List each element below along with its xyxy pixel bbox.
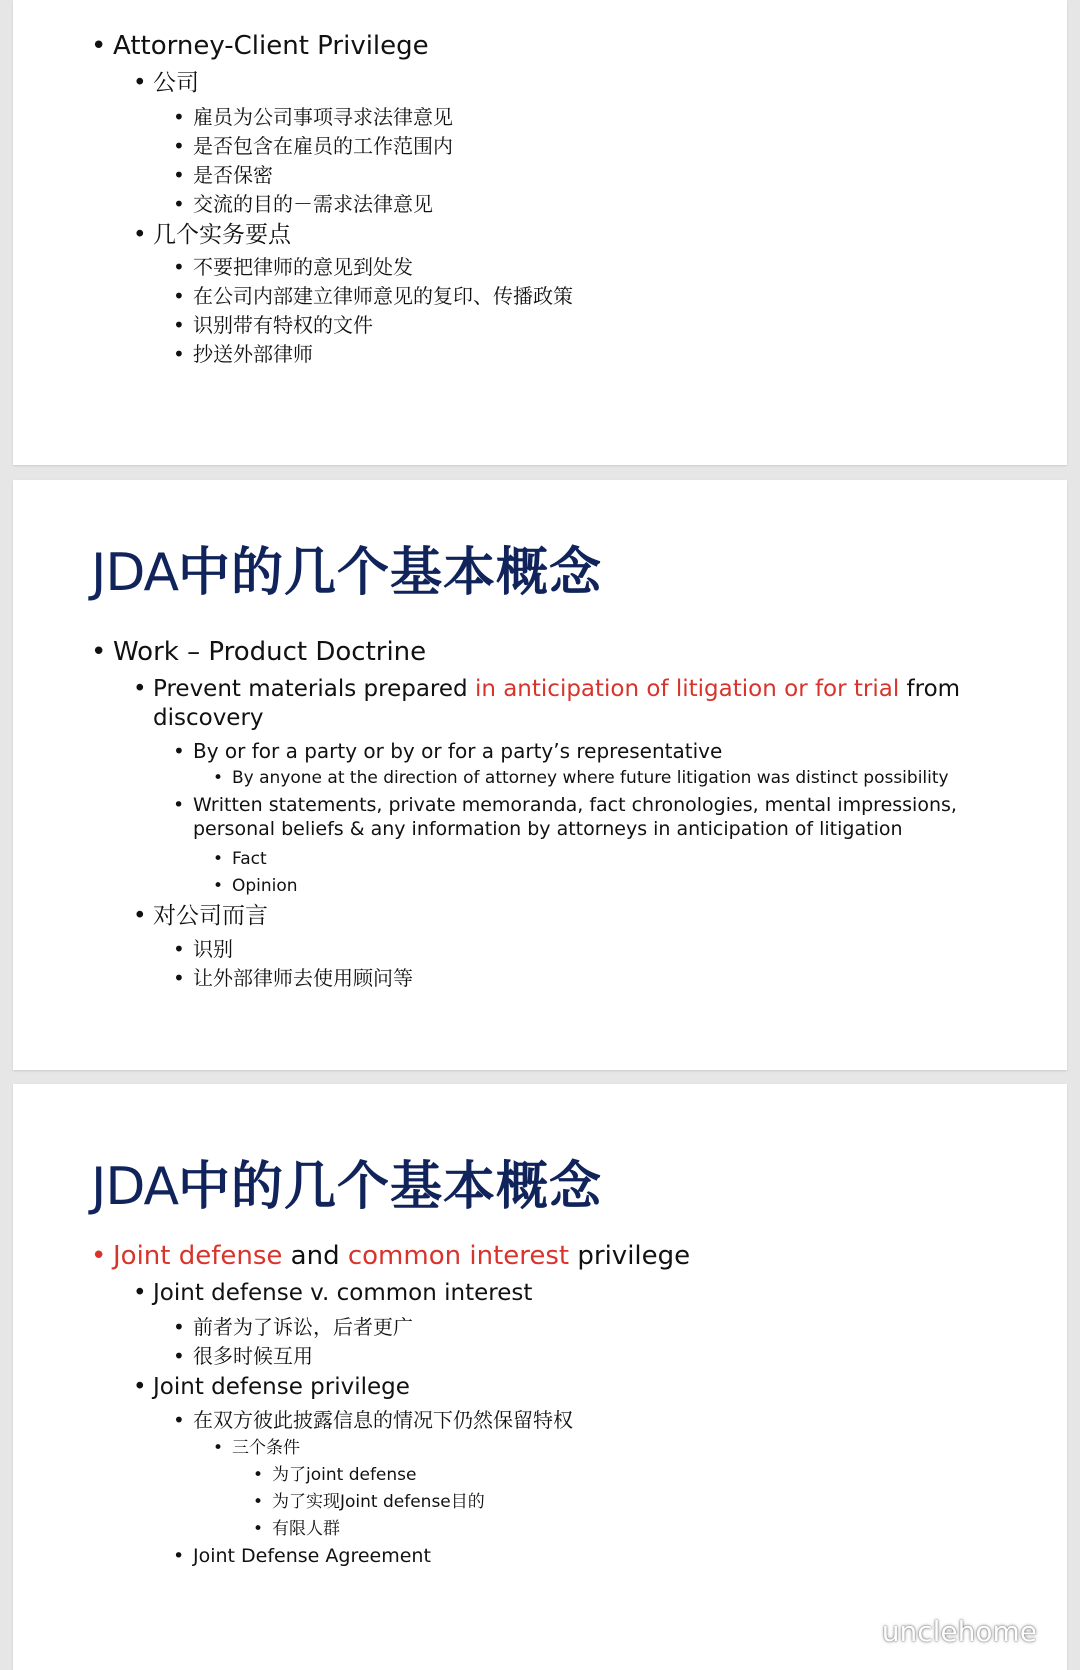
bullet-item: • By anyone at the direction of attorney where future litigation was distinct possibility <box>213 768 949 788</box>
slide-title: JDA中的几个基本概念 <box>91 1157 603 1217</box>
bullet-item: • Fact <box>213 849 267 869</box>
bullet-joint-defense-privilege: • Joint defense privilege <box>133 1374 410 1400</box>
bullet-item: • 让外部律师去使用顾问等 <box>173 966 413 990</box>
bullet-item: • 为了实现Joint defense目的 <box>253 1492 485 1512</box>
bullet-practical-points: • 几个实务要点 <box>133 222 291 248</box>
bullet-joint-v-common: • Joint defense v. common interest <box>133 1280 533 1306</box>
bullet-item: • 三个条件 <box>213 1438 300 1458</box>
bullet-item: • 为了joint defense <box>253 1465 417 1485</box>
bullet-item: • Joint Defense Agreement <box>173 1545 431 1567</box>
bullet-item: • 是否保密 <box>173 163 273 187</box>
bullet-continuation: discovery <box>153 705 264 731</box>
bullet-item: • 不要把律师的意见到处发 <box>173 255 413 279</box>
wechat-icon <box>840 1613 874 1650</box>
bullet-company: • 公司 <box>133 70 199 96</box>
bullet-work-product: • Work – Product Doctrine <box>91 637 427 667</box>
slide-attorney-client <box>13 0 1067 465</box>
slide-joint-defense <box>13 1084 1067 1670</box>
bullet-item: • 识别带有特权的文件 <box>173 313 373 337</box>
bullet-item: • 在双方彼此披露信息的情况下仍然保留特权 <box>173 1408 573 1432</box>
bullet-for-company: • 对公司而言 <box>133 903 268 929</box>
bullet-item: • Opinion <box>213 876 298 896</box>
bullet-item: • 在公司内部建立律师意见的复印、传播政策 <box>173 284 573 308</box>
bullet-attorney-client: • Attorney-Client Privilege <box>91 31 429 61</box>
watermark <box>840 1613 1037 1650</box>
bullet-item: • 有限人群 <box>253 1519 340 1539</box>
bullet-item: • Written statements, private memoranda, fact chronologies, mental impressions, <box>173 794 957 816</box>
slide-work-product <box>13 480 1067 1070</box>
watermark-text: unclehome <box>881 1615 1037 1648</box>
bullet-item: • By or for a party or by or for a party’s representative <box>173 739 723 763</box>
bullet-item: • 识别 <box>173 937 233 961</box>
slide-title: JDA中的几个基本概念 <box>91 543 603 603</box>
bullet-item: • 前者为了诉讼，后者更广 <box>173 1315 413 1339</box>
bullet-continuation: personal beliefs & any information by attorneys in anticipation of litigation <box>193 818 903 840</box>
bullet-item: • 抄送外部律师 <box>173 342 313 366</box>
bullet-item: • 雇员为公司事项寻求法律意见 <box>173 105 453 129</box>
bullet-item: • 交流的目的－需求法律意见 <box>173 192 433 216</box>
bullet-item: • 是否包含在雇员的工作范围内 <box>173 134 453 158</box>
bullet-prevent: • Prevent materials prepared in anticipation of litigation or for trial from <box>133 676 961 702</box>
bullet-item: • 很多时候互用 <box>173 1344 313 1368</box>
bullet-joint-defense-heading: • Joint defense and common interest privilege <box>91 1241 691 1271</box>
